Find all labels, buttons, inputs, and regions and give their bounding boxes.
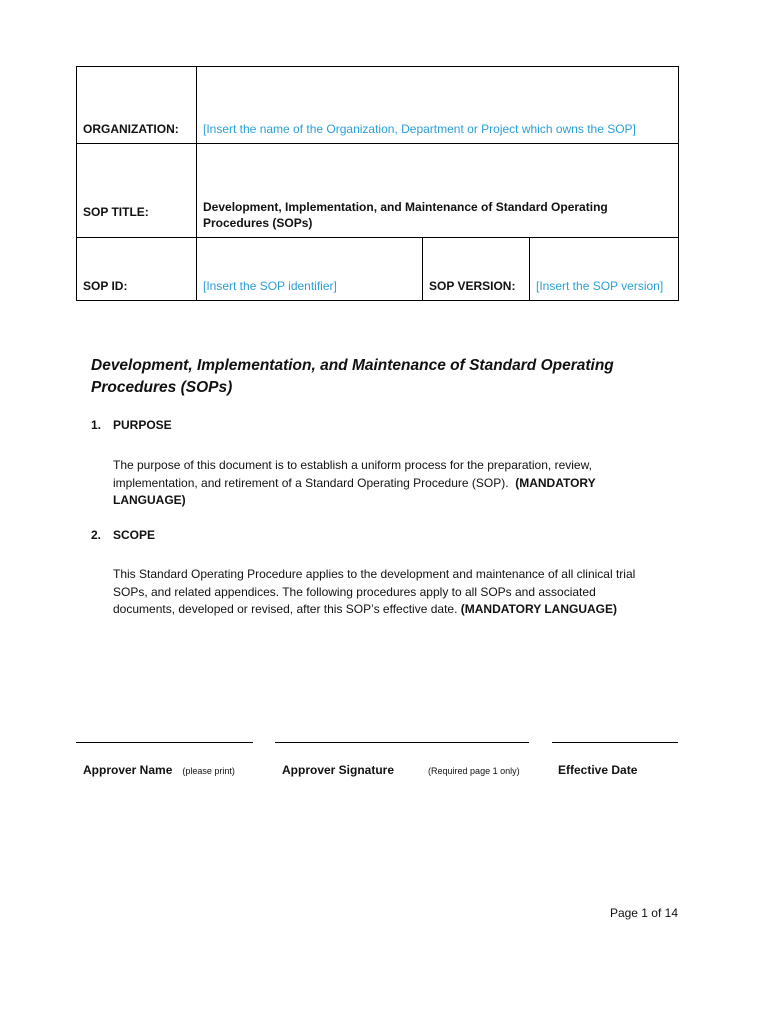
section-heading-purpose	[91, 418, 172, 432]
section-body-purpose	[113, 457, 643, 510]
approver-name-note: (please print)	[182, 766, 235, 776]
approver-name-line[interactable]	[76, 742, 253, 743]
approver-signature-note: (Required page 1 only)	[428, 766, 520, 776]
section-number: 2.	[91, 528, 102, 542]
approver-name-label	[83, 763, 235, 777]
mandatory-language-note: (MANDATORY LANGUAGE)	[113, 475, 596, 507]
section-heading-scope	[91, 528, 155, 542]
approver-signature-line[interactable]	[275, 742, 529, 743]
sop-title-value[interactable]: Development, Implementation, and Maintenance of Standard Operating Procedures (SOPs)	[197, 144, 679, 238]
sop-id-label: SOP ID:	[77, 238, 197, 301]
approver-signature-label-text: Approver Signature	[282, 763, 395, 777]
effective-date-label: Effective Date	[558, 763, 638, 777]
sop-title-row	[77, 144, 679, 238]
section-body-text: The purpose of this document is to establish a uniform process for the preparation, review, implementation, and retirement of a Standard Operating Procedure (SOP).	[113, 458, 592, 490]
approver-signature-label	[282, 763, 520, 777]
document-title: Development, Implementation, and Maintenance of Standard Operating Procedures (SOPs)	[91, 357, 614, 396]
sop-id-row	[77, 238, 679, 301]
section-body-scope	[113, 566, 643, 619]
page-number: Page 1 of 14	[609, 906, 678, 920]
sop-id-value[interactable]: [Insert the SOP identifier]	[197, 238, 423, 301]
effective-date-line[interactable]	[552, 742, 678, 743]
section-heading-text: PURPOSE	[113, 418, 172, 432]
mandatory-language-note: (MANDATORY LANGUAGE)	[460, 602, 617, 616]
approver-name-label-text: Approver Name	[83, 763, 173, 777]
sop-header-table	[76, 66, 679, 301]
section-body-text: This Standard Operating Procedure applies to the development and maintenance of all clinical trial SOPs, and related appendices. The following procedures apply to all SOPs and associated documents, developed or revised, after this SOP’s effective date.	[113, 567, 636, 616]
organization-value[interactable]: [Insert the name of the Organization, Department or Project which owns the SOP]	[197, 67, 679, 144]
sop-version-value[interactable]: [Insert the SOP version]	[530, 238, 679, 301]
section-number: 1.	[91, 418, 102, 432]
sop-title-label: SOP TITLE:	[77, 144, 197, 238]
organization-row	[77, 67, 679, 144]
organization-label: ORGANIZATION:	[77, 67, 197, 144]
sop-version-label: SOP VERSION:	[423, 238, 530, 301]
section-heading-text: SCOPE	[113, 528, 156, 542]
